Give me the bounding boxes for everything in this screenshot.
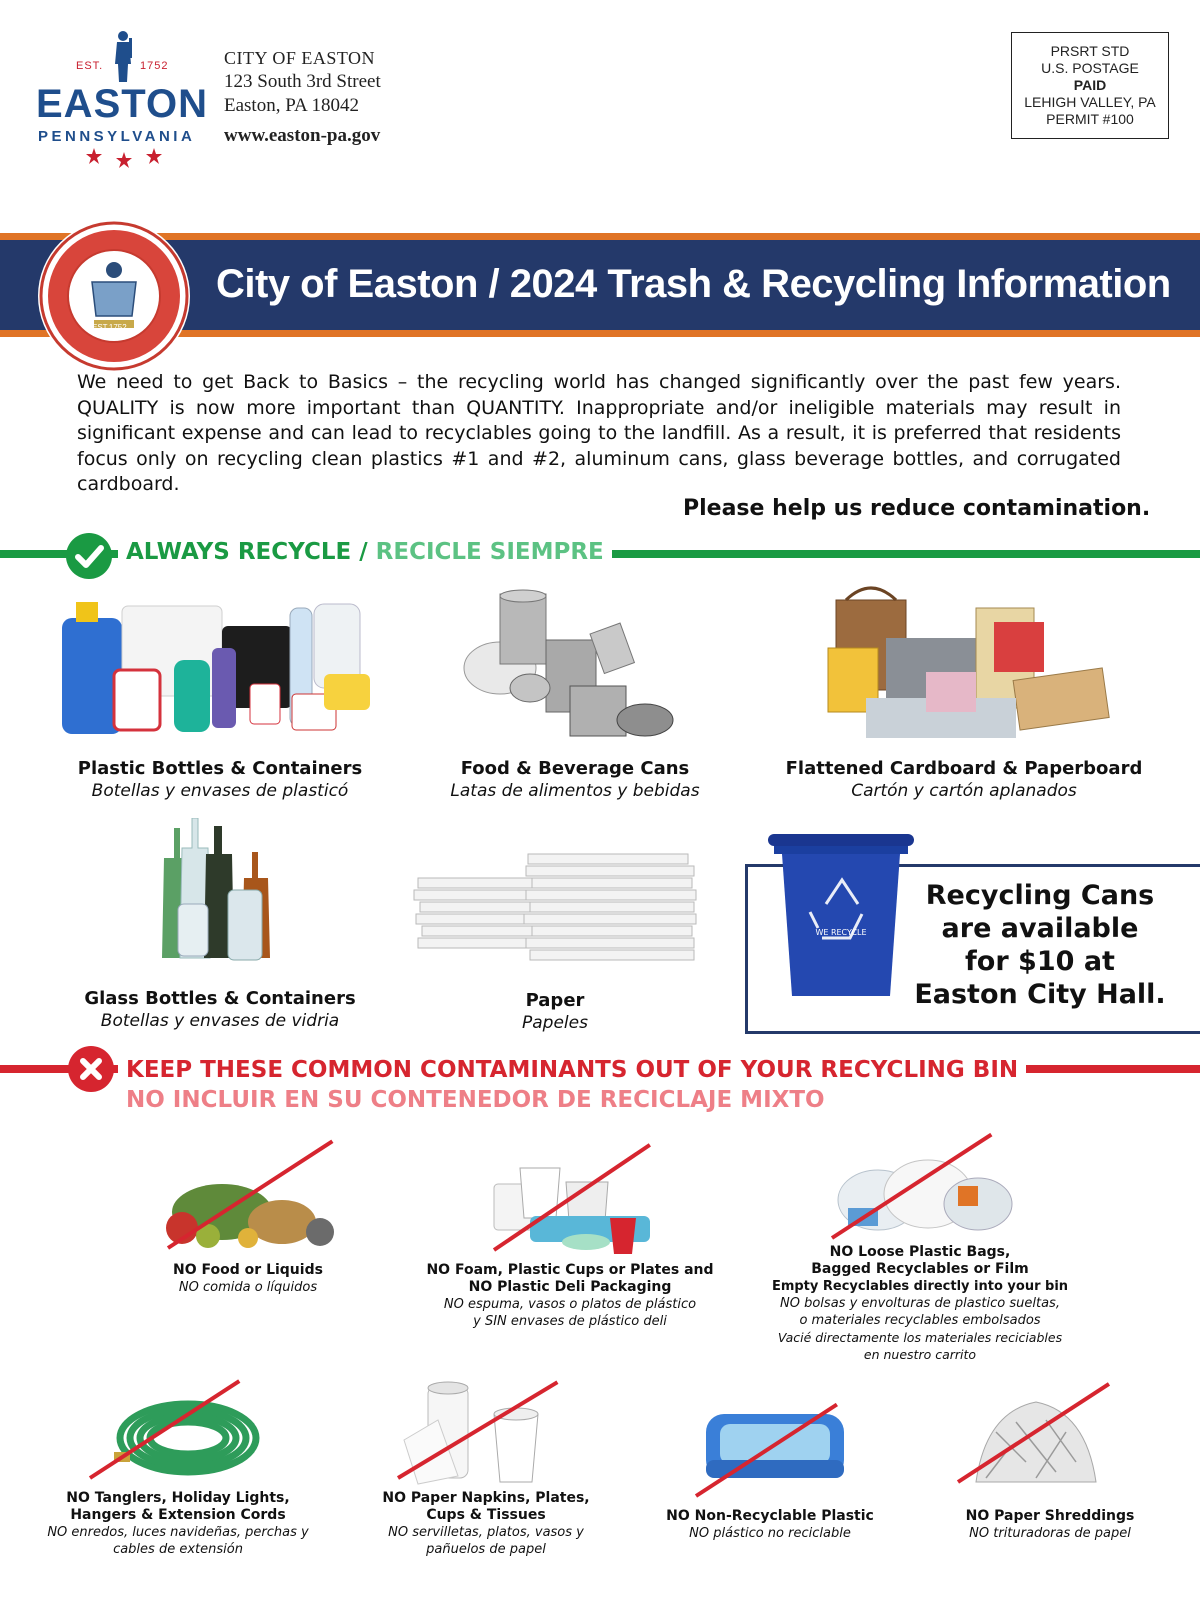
stars-icon	[84, 146, 164, 168]
contaminant-title: NO Paper Shreddings	[965, 1508, 1135, 1524]
postage-line-3: PAID	[1073, 77, 1107, 93]
logo-easton: EASTON	[36, 82, 208, 126]
address-street: 123 South 3rd Street	[224, 71, 381, 92]
help-statement: Please help us reduce contamination.	[683, 496, 1151, 521]
foam-cups-image	[490, 1158, 670, 1258]
contaminant-title-1: NO Tanglers, Holiday Lights,	[66, 1490, 290, 1506]
postage-line-2: U.S. POSTAGE	[1041, 60, 1139, 76]
item-title: Glass Bottles & Containers	[84, 988, 356, 1009]
cans-line-1: Recycling Cans	[925, 880, 1155, 911]
city-logo	[36, 30, 206, 170]
always-heading-en: ALWAYS RECYCLE	[126, 539, 352, 565]
contaminant-title-2: Cups & Tissues	[426, 1507, 546, 1523]
item-title: Food & Beverage Cans	[460, 758, 690, 779]
item-cans	[420, 758, 730, 801]
contaminant-shreddings	[940, 1508, 1160, 1542]
contaminant-title: NO Food or Liquids	[173, 1262, 323, 1278]
always-heading-sep: /	[351, 539, 376, 565]
item-subtitle: Latas de alimentos y bebidas	[450, 781, 700, 801]
cans-line-2: are available	[941, 913, 1139, 944]
postage-indicia	[1011, 32, 1169, 139]
item-glass	[60, 988, 380, 1031]
item-subtitle: Cartón y cartón aplanados	[851, 781, 1077, 801]
logo-year: 1752	[140, 60, 169, 72]
contaminant-bags	[770, 1244, 1070, 1363]
cans-line-4: Easton City Hall.	[914, 979, 1166, 1010]
contaminant-title-1: NO Loose Plastic Bags,	[829, 1244, 1011, 1260]
paper-shreddings-image	[966, 1392, 1106, 1488]
contaminant-sub-1: NO espuma, vasos o platos de plástico	[443, 1297, 697, 1312]
contaminant-napkins	[346, 1490, 626, 1558]
contaminant-title-2: Hangers & Extension Cords	[70, 1507, 286, 1523]
contaminant-title: NO Non-Recyclable Plastic	[666, 1508, 874, 1524]
contaminant-sub-3: Vacié directamente los materiales reciciables	[777, 1330, 1063, 1345]
contaminant-sub-1: NO bolsas y envolturas de plastico sueltas,	[780, 1296, 1060, 1311]
website-link[interactable]: www.easton-pa.gov	[224, 125, 381, 146]
bin-label: WE RECYCLE	[815, 928, 867, 937]
hose-image	[108, 1388, 268, 1484]
glass-bottles-image	[152, 818, 282, 968]
contaminant-food	[148, 1262, 348, 1296]
address-name: CITY OF EASTON	[224, 48, 376, 68]
intro-paragraph: We need to get Back to Basics – the recycling world has changed significantly over the past few years. QUALITY is now more important than QUANTITY. Inappropriate and/or ineligible materials may result in significant expense and can lead to recyclables going to the landfill. As a result, it is preferred that residents focus only on recycling clean plastics #1 and #2, aluminum cans, glass beverage bottles, and corrugated cardboard.	[77, 371, 1121, 495]
check-icon	[66, 533, 112, 579]
statue-icon	[108, 30, 138, 86]
plastic-bags-image	[828, 1150, 1018, 1240]
x-icon	[68, 1046, 114, 1092]
logo-est: EST.	[76, 60, 104, 72]
contaminant-title-1: NO Foam, Plastic Cups or Plates and	[426, 1262, 714, 1278]
seal-est: EST.1752	[92, 323, 127, 332]
contaminant-sub-1: NO servilletas, platos, vasos y	[388, 1525, 584, 1540]
item-subtitle: Botellas y envases de vidria	[100, 1011, 340, 1031]
city-seal	[38, 220, 190, 372]
contaminant-title-2: NO Plastic Deli Packaging	[468, 1279, 672, 1295]
contaminant-title-2: Bagged Recyclables or Film	[811, 1261, 1029, 1277]
item-title: Plastic Bottles & Containers	[77, 758, 363, 779]
item-plastic-bottles	[60, 758, 380, 801]
postage-line-4: LEHIGH VALLEY, PA	[1024, 94, 1156, 110]
always-heading-es: RECICLE SIEMPRE	[375, 539, 604, 565]
item-title: Flattened Cardboard & Paperboard	[785, 758, 1143, 779]
contaminant-plastic	[660, 1508, 880, 1542]
item-paper	[460, 990, 650, 1033]
item-subtitle: Botellas y envases de plasticó	[91, 781, 349, 801]
contaminant-note: Empty Recyclables directly into your bin	[771, 1279, 1069, 1294]
contaminant-sub-2: cables de extensión	[113, 1542, 243, 1557]
contaminant-sub-2: y SIN envases de plástico deli	[473, 1314, 667, 1329]
contaminant-subtitle: NO plástico no reciclable	[689, 1526, 851, 1541]
paper-image	[408, 848, 708, 978]
cardboard-image	[826, 578, 1116, 748]
contaminant-title-1: NO Paper Napkins, Plates,	[382, 1490, 590, 1506]
postage-line-1: PRSRT STD	[1050, 43, 1130, 59]
cans-image	[460, 588, 690, 748]
logo-pennsylvania: PENNSYLVANIA	[38, 128, 196, 145]
cans-line-3: for $10 at	[965, 946, 1115, 977]
recycling-cans-text	[900, 879, 1180, 1011]
return-address	[224, 46, 381, 148]
item-subtitle: Papeles	[522, 1013, 588, 1033]
contaminant-cords	[38, 1490, 318, 1558]
contaminants-heading-es: NO INCLUIR EN SU CONTENEDOR DE RECICLAJE MIXTO	[126, 1087, 825, 1113]
plastic-bottles-image	[62, 598, 382, 738]
item-cardboard	[774, 758, 1154, 801]
contaminants-heading: KEEP THESE COMMON CONTAMINANTS OUT OF YOUR RECYCLING BIN	[118, 1057, 1026, 1083]
page-title: City of Easton / 2024 Trash & Recycling Information	[216, 262, 1171, 306]
contaminant-sub-2: pañuelos de papel	[426, 1542, 546, 1557]
always-heading	[118, 539, 612, 565]
contaminant-subtitle: NO comida o líquidos	[178, 1280, 318, 1295]
contaminant-subtitle: NO trituradoras de papel	[969, 1526, 1131, 1541]
address-city: Easton, PA 18042	[224, 95, 359, 116]
contaminant-sub-1: NO enredos, luces navideñas, perchas y	[47, 1525, 309, 1540]
contaminant-foam	[420, 1262, 720, 1330]
contaminant-sub-2: o materiales recyclables embolsados	[799, 1313, 1041, 1328]
contaminant-sub-4: en nuestro carrito	[863, 1347, 977, 1362]
seal-icon	[38, 220, 190, 372]
recycling-bin-image	[766, 824, 916, 1004]
postage-line-5: PERMIT #100	[1046, 111, 1134, 127]
item-title: Paper	[525, 990, 585, 1011]
